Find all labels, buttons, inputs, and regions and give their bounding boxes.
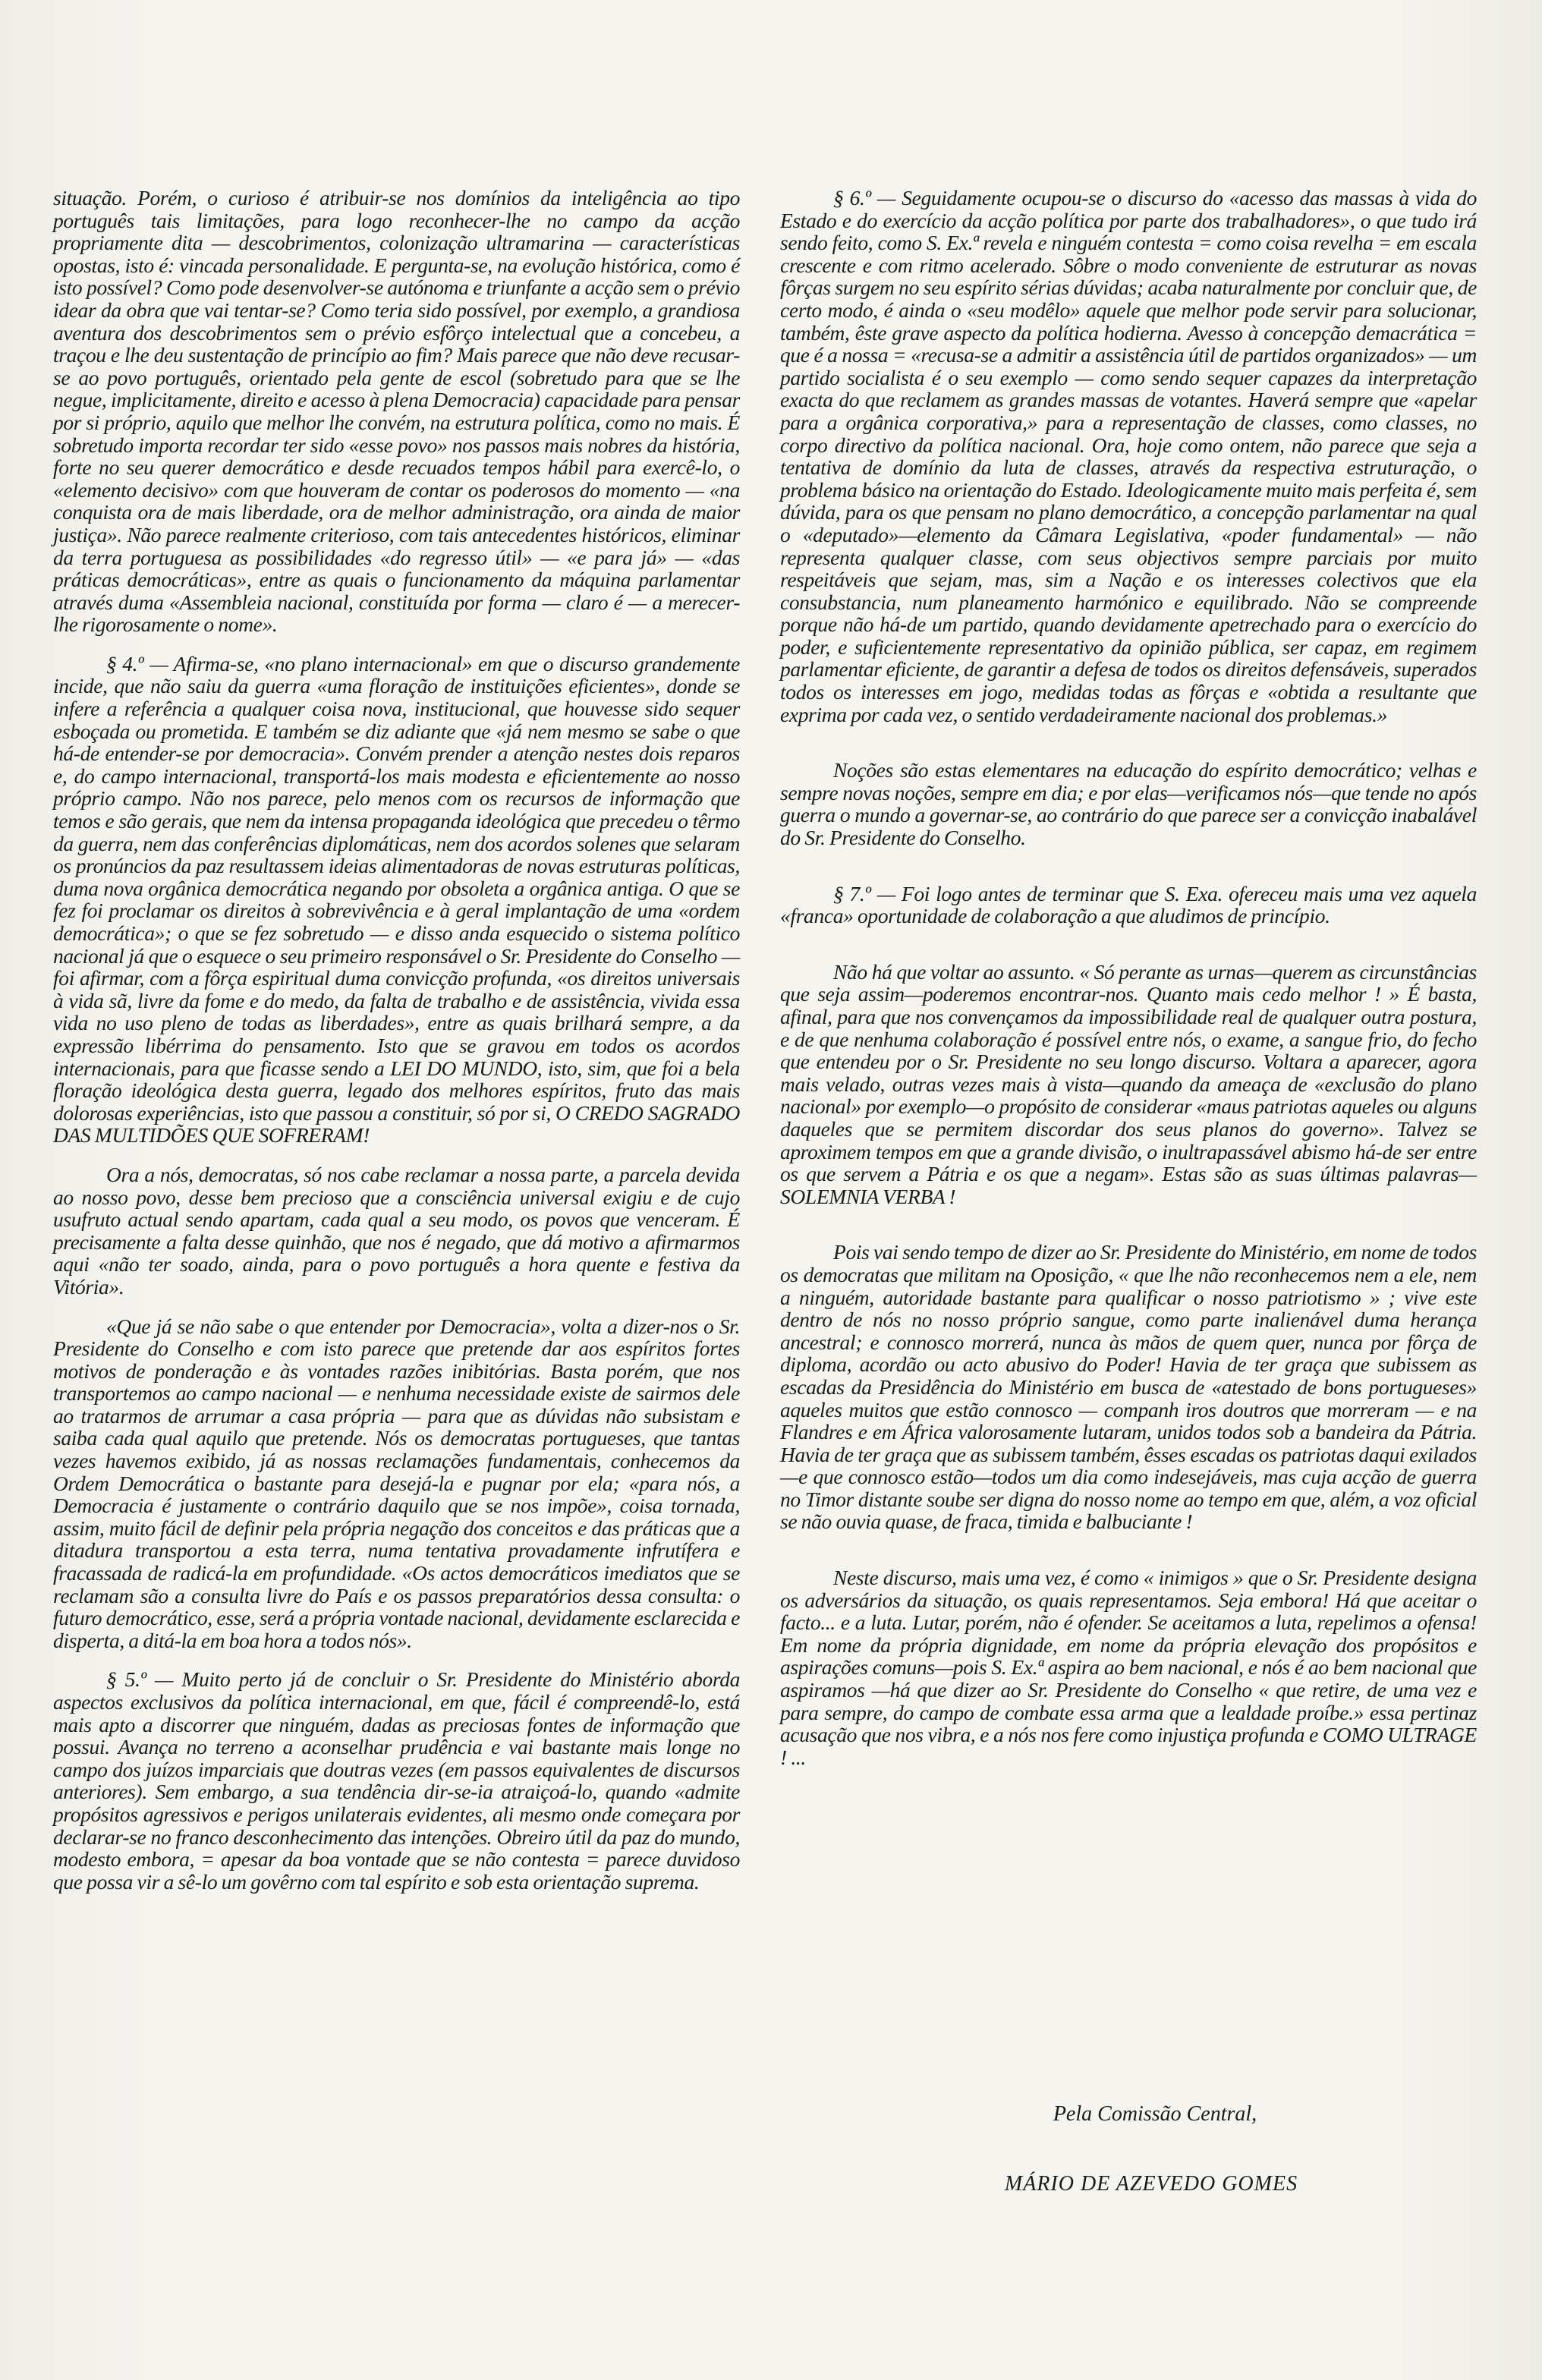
paragraph: Não há que voltar ao assunto. « Só perante as urnas—querem as circunstâncias que seja assim—poderemos encontrar-nos. Quanto mais cedo melhor ! » É basta, afinal, para que nos convençamos da impossibilidade real de qualquer outra postura, e de que nenhuma colaboração é possível entre nós, o exame, a sangue frio, do fecho que entendeu por o Sr. Presidente no seu longo discurso. Voltara a aparecer, agora mais velado, outras vezes mais à vista—quando da ameaça de «exclusão do plano nacional» por exemplo—o propósito de considerar «maus patriotas aqueles ou alguns daqueles que se permitem discordar dos seus planos do governo». Talvez se aproximem tempos em que a grande divisão, o inultrapassável abismo há-de ser entre os que servem a Pátria e os que a negam». Estas são as suas últimas palavras—SOLEMNIA VERBA ! <box>780 959 1477 1208</box>
paragraph: Ora a nós, democratas, só nos cabe reclamar a nossa parte, a parcela devida ao nosso povo, desse bem precioso que a consciência universal exigiu e de cujo usufruto actual sendo apartam, cada qual a seu modo, os povos que venceram. É precisamente a falta desse quinhão, que nos é negado, que dá motivo a afirmarmos aqui «não ter soado, ainda, para o povo português a hora quente e festiva da Vitória». <box>53 1162 740 1299</box>
paragraph: «Que já se não sabe o que entender por Democracia», volta a dizer-nos o Sr. Presidente do Conselho e com isto parece que pretende dar aos espíritos fortes motivos de ponderação e às vontades razões inibitórias. Basta porém, que nos transportemos ao campo nacional — e nenhuma necessidade existe de sairmos dele ao tratarmos de arrumar a casa própria — para que as dúvidas não subsistam e saiba cada qual aquilo que pretende. Nós os democratas portugueses, que tantas vezes havemos exibido, já as nossas reclamações fundamentais, conhecemos da Ordem Democrática o bastante para desejá-la e pugnar por ela; «para nós, a Democracia é justamente o contrário daquilo que se nos impõe», coisa tornada, assim, muito fácil de definir pela própria negação dos conceitos e das práticas que a ditadura transportou a esta terra, numa tentativa provadamente infrutífera e fracassada de radicá-la em profundidade. «Os actos democráticos imediatos que se reclamam são a consulta livre do País e os passos preparatórios dessa consulta: o futuro democrático, esse, será a própria vontade nacional, devidamente esclarecida e disperta, a ditá-la em boa hora a todos nós». <box>53 1314 740 1652</box>
paragraph: § 6.º — Seguidamente ocupou-se o discurso do «acesso das massas à vida do Estado e do exercício da acção política por parte dos trabalhadores», o que tudo irá sendo feito, como S. Ex.ª revela e ninguém contesta = como coisa revelha = em escala crescente e com ritmo acelerado. Sôbre o modo conveniente de estruturar as novas fôrças surgem no seu espírito sérias dúvidas; acaba naturalmente por concluir que, de certo modo, é ainda o «seu modêlo» aquele que melhor pode servir para solucionar, também, êste grave aspecto da política hodierna. Avesso à concepção demacrática = que é a nossa = «recusa-se a admitir a assistência útil de partidos organizados» — um partido socialista é o seu exemplo — como sendo sequer capazes da interpretação exacta do que reclamem as grandes massas de votantes. Haverá sempre que «apelar para a orgânica corporativa,» para a representação de classes, como classes, no corpo directivo da política nacional. Ora, hoje como ontem, não parece que seja a tentativa de domínio da luta de classes, através da respectiva estruturação, o problema básico na orientação do Estado. Ideologicamente muito mais perfeita é, sem dúvida, para os que pensam no plano democrático, a concepção parlamentar na qual o «deputado»—elemento da Câmara Legislativa, «poder fundamental» — não representa qualquer classe, com seus objectivos sempre parciais por muito respeitáveis que sejam, mas, sim a Nação e os interesses colectivos que ela consubstancia, num planeamento harmónico e equilibrado. Não se compreende porque não há-de um partido, quando devidamente apetrechado para o exercício do poder, e suficientemente representativo da opinião pública, ser capaz, em regimem parlamentar eficiente, de garantir a defesa de todos os direitos defensáveis, superados todos os interesses em jogo, medidas todas as fôrças e «obtida a resultante que exprima por cada vez, o sentido verdadeiramente nacional dos problemas.» <box>780 186 1477 726</box>
paragraph: Neste discurso, mais uma vez, é como « inimigos » que o Sr. Presidente designa os adversários da situação, os quais representamos. Seja embora! Há que aceitar o facto... e a luta. Lutar, porém, não é ofender. Se aceitamos a luta, repelimos a ofensa! Em nome da própria dignidade, em nome da própria elevação dos propósitos e aspirações comuns—pois S. Ex.ª aspira ao bem nacional, e nós é ao bem nacional que aspiramos —há que dizer ao Sr. Presidente do Conselho « que retire, de uma vez e para sempre, do campo de combate essa arma que a lealdade proíbe.» essa pertinaz acusação que nos vibra, e a nós nos fere como injustiça profunda e COMO ULTRAGE ! ... <box>780 1566 1477 1769</box>
paragraph: Pois vai sendo tempo de dizer ao Sr. Presidente do Ministério, em nome de todos os democratas que militam na Oposição, « que lhe não reconhecemos nem a ele, nem a ninguém, autoridade bastante para qualificar o nosso patriotismo » ; vive este dentro de nós no nosso próprio sangue, como parte inalienável duma herança ancestral; e connosco morrerá, nunca às mãos de quem quer, nunca por fôrça de diploma, acordão ou acto abusivo do Poder! Havia de ter graça que subissem as escadas da Presidência do Ministério em busca de «atestado de bons portugueses» aqueles muitos que estão connosco — companh iros doutros que morreram — e na Flandres e em África valorosamente lutaram, unidos todos sob a bandeira da Pátria. Havia de ter graça que as subissem também, êsses escadas os patriotas daqui exilados—e que connosco estão—todos um dia como indesejáveis, mas cuja acção de guerra no Timor distante soube ser digna do nosso nome ao tempo em que, além, a voz oficial se não ouvia quase, de fraca, timida e balbuciante ! <box>780 1240 1477 1534</box>
paragraph: Noções são estas elementares na educação do espírito democrático; velhas e sempre novas noções, sempre em dia; e por elas—verificamos nós—que tende no após guerra o mundo a governar-se, ao contrário do que parece ser a convicção inabalável do Sr. Presidente do Conselho. <box>780 758 1477 850</box>
paragraph: situação. Porém, o curioso é atribuir-se nos domínios da inteligência ao tipo português tais limitações, para logo reconhecer-lhe no campo da acção propriamente dita — descobrimentos, colonização ultramarina — características opostas, isto é: vincada personalidade. E pergunta-se, na evolução histórica, como é isto possível? Como pode desenvolver-se autónoma e triunfante a acção sem o prévio idear da obra que vai tentar-se? Como teria sido possível, por exemplo, a grandiosa aventura dos descobrimentos sem o prévio esfôrço intelectual que a concebeu, a traçou e lhe deu sustentação de princípio ao fim? Mais parece que não deve recusar-se ao povo português, orientado pela gente de escol (sobretudo para que se lhe negue, implicitamente, direito e acesso à plena Democracia) capacidade para pensar por si próprio, aquilo que melhor lhe convém, na estrutura política, como no mais. É sobretudo importa recordar ter sido «esse povo» nos passos mais nobres da história, forte no seu querer democrático e desde recuados tempos hábil para exercê-lo, o «elemento decisivo» com que houveram de contar os poderosos do momento — «na conquista ora de mais liberdade, ora de melhor administração, ora ainda de maior justiça». Não parece realmente criterioso, com tais antecedentes históricos, eliminar da terra portuguesa as possibilidades «do regresso útil» — «e para já» — «das práticas democráticas», entre as quais o funcionamento da máquina parlamentar através duma «Assembleia nacional, constituída por forma — claro é — a merecer-lhe rigorosamente o nome». <box>53 186 740 637</box>
signature-block <box>780 2102 1477 2196</box>
left-column <box>53 187 740 1909</box>
paragraph: § 5.º — Muito perto já de concluir o Sr. Presidente do Ministério aborda aspectos exclusivos da política internacional, em que, fácil é compreendê-lo, está mais apto a discorrer que ninguém, dadas as preciosas fontes de informação que possui. Avança no terreno a aconselhar prudência e vai bastante mais longe no campo dos juízos imparciais que doutras vezes (em passos equivalentes de discursos anteriores). Sem embargo, a sua tendência dir-se-ia atraiçoá-lo, quando «admite propósitos agressivos e perigos unilaterais evidentes, ali mesmo onde começara por declarar-se no franco desconhecimento das intenções. Obreiro útil da paz do mundo, modesto embora, = apesar da boa vontade que se não contesta = parece duvidoso que possa vir a sê-lo um govêrno com tal espírito e sob esta orientação suprema. <box>53 1667 740 1894</box>
right-column <box>780 187 1477 1802</box>
signature-name: MÁRIO DE AZEVEDO GOMES <box>1004 2172 1298 2196</box>
signature-line: Pela Comissão Central, <box>1053 2102 1257 2126</box>
paragraph: § 7.º — Foi logo antes de terminar que S. Exa. ofereceu mais uma vez aquela «franca» oportunidade de colaboração a que aludimos de princípio. <box>780 881 1477 928</box>
paragraph: § 4.º — Afirma-se, «no plano internacional» em que o discurso grandemente incide, que não saiu da guerra «uma floração de instituições eficientes», donde se infere a referência a qualquer coisa nova, institucional, que houvesse sido sequer esboçada ou prometida. E também se diz adiante que «já nem mesmo se sabe o que há-de entender-se por democracia». Convém prender a atenção nestes dois reparos e, do campo internacional, transportá-los mais modesta e eficientemente ao nosso próprio campo. Não nos parece, pelo menos com os recursos de informação que temos e são gerais, que nem da intensa propaganda ideológica que precedeu o têrmo da guerra, nem das conferências diplomáticas, nem dos acordos solenes que selaram os pronúncios da paz resultassem ideias alimentadoras de novas estruturas políticas, duma nova orgânica democrática negando por obsoleta a orgânica antiga. O que se fez foi proclamar os direitos à sobrevivência e à geral implantação de uma «ordem democrática»; o que se fez sobretudo — e disso anda esquecido o sistema político nacional já que o esquece o seu primeiro responsável o Sr. Presidente do Conselho — foi afirmar, com a fôrça espiritual duma convicção profunda, «os direitos universais à vida sã, livre da fome e do medo, da falta de trabalho e de assistência, vivida essa vida no uso pleno de todas as liberdades», entre as quais brilhará sempre, a da expressão libérrima do pensamento. Isto que se gravou em todos os acordos internacionais, para que ficasse sendo a LEI DO MUNDO, isto, sim, que foi a bela floração ideológica desta guerra, legado dos melhores espíritos, fruto das mais dolorosas experiências, isto que passou a constituir, só por si, O CREDO SAGRADO DAS MULTIDÕES QUE SOFRERAM! <box>53 651 740 1148</box>
